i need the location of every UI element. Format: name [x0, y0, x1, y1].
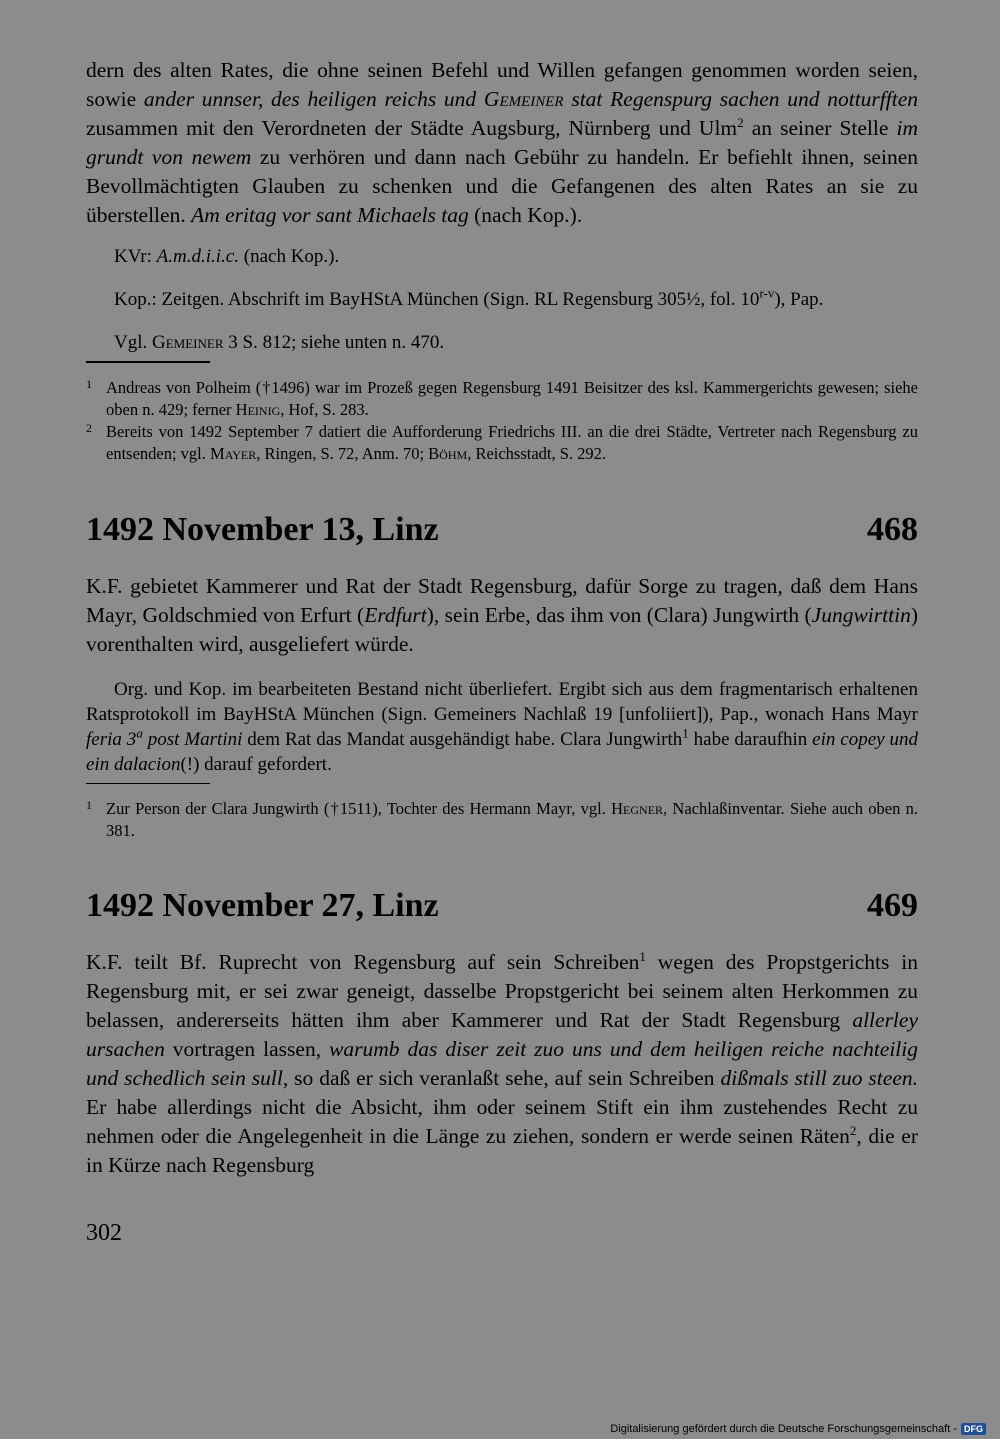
page-number: 302: [86, 1220, 122, 1246]
dfg-logo-icon: DFG: [961, 1423, 986, 1435]
document-page: [86, 56, 918, 1247]
kvr-note: KVr: A.m.d.i.i.c. (nach Kop.).: [114, 246, 340, 267]
kop-note: Kop.: Zeitgen. Abschrift im BayHStA München (Sign. RL Regensburg 305½, fol. 10$^{r-v}$), Pap.: [114, 285, 824, 310]
footnote-divider: [86, 783, 210, 785]
vgl-note: Vgl. Gemeiner 3 S. 812; siehe unten n. 470.: [114, 332, 445, 353]
digitization-credit: [610, 1423, 986, 1435]
credit-text: Digitalisierung gefördert durch die Deutsche Forschungsgemeinschaft -: [610, 1423, 957, 1435]
footnote-1: 1 Andreas von Polheim (†1496) war im Prozeß gegen Regensburg 1491 Beisitzer des ksl. Kammergerichts gewesen; siehe oben n. 429; ferner Heinig, Hof, S. 283.: [86, 376, 918, 419]
document-date: 1492 November 13, Linz: [86, 510, 439, 548]
document-heading-468: [86, 510, 918, 550]
footnote-1: 1 Zur Person der Clara Jungwirth (†1511), Tochter des Hermann Mayr, vgl. Hegner, Nachlaßinventar. Siehe auch oben n. 381.: [86, 798, 918, 840]
summary-468: K.F. gebietet Kammerer und Rat der Stadt Regensburg, dafür Sorge zu tragen, daß dem Hans Mayr, Goldschmied von Erfurt (Erdfurt), sein Erbe, das ihm von (Clara) Jungwirth (Jungwirttin) vorenthalten wird, ausgeliefert würde.: [86, 573, 918, 656]
document-number: 468: [867, 510, 918, 548]
summary-469: K.F. teilt Bf. Ruprecht von Regensburg auf sein Schreiben$^1$ wegen des Propstgerichts in Regensburg mit, er sei zwar geneigt, dasselbe Propstgericht bei seinem alten Herkommen zu belassen, andererseits hätten ihm aber Kammerer und Rat der Stadt Regensburg allerley ursachen vortragen lassen, warumb das diser zeit zuo uns und dem heiligen reiche nachteilig und schedlich sein sull, so daß er sich veranlaßt sehe, auf sein Schreiben dißmals still zuo steen. Er habe allerdings nicht die Absicht, ihm oder seinem Stift ein ihm zustehendes Recht zu nehmen oder die Angelegenheit in die Länge zu ziehen, sondern er werde seinen Räten$^2$, die er in Kürze nach Regensburg: [86, 948, 918, 1177]
footnote-ref: 2: [737, 114, 744, 130]
document-heading-469: [86, 886, 918, 926]
footnote-divider: [86, 361, 210, 363]
continuation-paragraph: dern des alten Rates, die ohne seinen Befehl und Willen gefangen genommen worden seien, sowie ander unnser, des heiligen reichs und Gemeiner stat Regenspurg sachen und notturfften zusammen mit den Verordneten der Städte Augsburg, Nürnberg und Ulm$^2$ an seiner Stelle im grundt von newem zu verhören und dann nach Gebühr zu handeln. Er befiehlt ihnen, seinen Bevollmächtigten Glauben zu schenken und die Gefangenen des alten Rates an sie zu überstellen. Am eritag vor sant Michaels tag (nach Kop.).: [86, 58, 918, 227]
footnote-2: 2 Bereits von 1492 September 7 datiert die Aufforderung Friedrichs III. an die drei Städte, Vertreter nach Regensburg zu entsenden; vgl. Mayer, Ringen, S. 72, Anm. 70; Böhm, Reichsstadt, S. 292.: [86, 420, 918, 463]
footnotes-top: [86, 377, 918, 465]
document-number: 469: [867, 887, 918, 924]
footnotes-468: [86, 798, 918, 842]
document-date: 1492 November 27, Linz: [86, 887, 439, 924]
source-note-468: Org. und Kop. im bearbeiteten Bestand nicht überliefert. Ergibt sich aus dem fragmentarisch erhaltenen Ratsprotokoll im BayHStA München (Sign. Gemeiners Nachlaß 19 [unfoliiert]), Pap., wonach Hans Mayr feria 3$^a$ post Martini dem Rat das Mandat ausgehändigt habe. Clara Jungwirth$^1$ habe daraufhin ein copey und ein dalacion(!) darauf gefordert.: [86, 678, 919, 775]
